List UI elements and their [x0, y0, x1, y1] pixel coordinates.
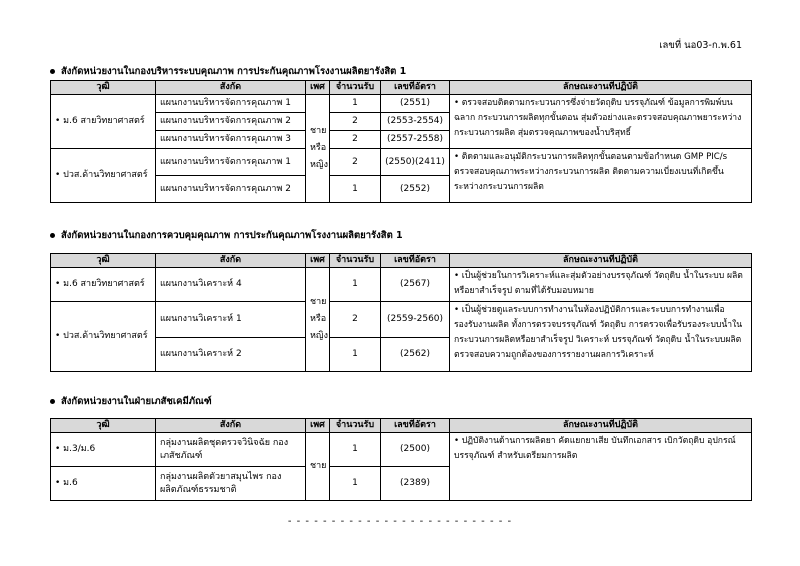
header-duty: ลักษณะงานที่ปฏิบัติ	[450, 81, 752, 95]
count-cell: 1	[330, 433, 381, 467]
post-cell: (2559-2560)	[381, 302, 450, 338]
section-title-1: สังกัดหน่วยงานในกองบริหารระบบคุณภาพ การประกันคุณภาพโรงงานผลิตยารังสิต 1	[50, 64, 406, 79]
unit-cell: แผนกงานบริหารจัดการคุณภาพ 3	[156, 131, 306, 149]
qual-cell: • ม.6 สายวิทยาศาสตร์	[51, 268, 156, 302]
unit-cell: แผนกงานวิเคราะห์ 1	[156, 302, 306, 338]
post-cell: (2567)	[381, 268, 450, 302]
unit-cell: แผนกงานบริหารจัดการคุณภาพ 1	[156, 149, 306, 176]
section-title-3: สังกัดหน่วยงานในฝ่ายเภสัชเคมีภัณฑ์	[50, 394, 212, 409]
section-title-2: สังกัดหน่วยงานในกองการควบคุมคุณภาพ การประกันคุณภาพโรงงานผลิตยารังสิต 1	[50, 228, 403, 243]
count-cell: 2	[330, 149, 381, 176]
qual-cell: • ปวส.ด้านวิทยาศาสตร์	[51, 302, 156, 372]
count-cell: 1	[330, 467, 381, 501]
header-duty: ลักษณะงานที่ปฏิบัติ	[450, 254, 752, 268]
bullet-icon	[50, 69, 55, 74]
bullet-icon	[50, 399, 55, 404]
count-cell: 1	[330, 176, 381, 203]
count-cell: 1	[330, 338, 381, 372]
table-section-1	[50, 80, 752, 203]
duty-cell: • ตรวจสอบติดตามกระบวนการซึ่งจ่ายวัตถุดิบ บรรจุภัณฑ์ ข้อมูลการพิมพ์บนฉลาก กระบวนการผลิตทุกขั้นตอน สุ่มตัวอย่างและตรวจสอบคุณภาพยาระหว่างกระบวนการผลิต สุ่มตรวจคุณภาพของน้ำบริสุทธิ์	[450, 95, 752, 149]
document-number: เลขที่ นอ03-ก.พ.61	[659, 40, 742, 51]
table-section-3	[50, 418, 752, 501]
unit-cell: กลุ่มงานผลิตชุดตรวจวินิจฉัย กองเภสัชภัณฑ์	[156, 433, 306, 467]
post-cell: (2557-2558)	[381, 131, 450, 149]
header-count: จำนวนรับ	[330, 81, 381, 95]
count-cell: 1	[330, 268, 381, 302]
post-cell: (2389)	[381, 467, 450, 501]
qual-cell: • ม.6 สายวิทยาศาสตร์	[51, 95, 156, 149]
duty-cell: • เป็นผู้ช่วยในการวิเคราะห์และสุ่มตัวอย่างบรรจุภัณฑ์ วัตถุดิบ น้ำในระบบ ผลิตหรือยาสำเร็จรูป ตามที่ได้รับมอบหมาย	[450, 268, 752, 302]
header-unit: สังกัด	[156, 419, 306, 433]
header-post: เลขที่อัตรา	[381, 419, 450, 433]
header-count: จำนวนรับ	[330, 254, 381, 268]
sex-cell: ชาย หรือ หญิง	[306, 95, 330, 203]
header-qual: วุฒิ	[51, 254, 156, 268]
table-header-row	[51, 419, 752, 433]
post-cell: (2552)	[381, 176, 450, 203]
table-row	[51, 433, 752, 467]
unit-cell: แผนกงานวิเคราะห์ 4	[156, 268, 306, 302]
count-cell: 2	[330, 113, 381, 131]
table-header-row	[51, 81, 752, 95]
bullet-icon	[50, 233, 55, 238]
header-duty: ลักษณะงานที่ปฏิบัติ	[450, 419, 752, 433]
header-sex: เพศ	[306, 419, 330, 433]
duty-cell: • เป็นผู้ช่วยดูแลระบบการทำงานในห้องปฏิบัติการและระบบการทำงานเพื่อรองรับงานผลิต ทั้งการตรวจบรรจุภัณฑ์ วัตถุดิบ การตรวจเพื่อรับรองระบบน้ำในกระบวนการผลิตหรือยาสำเร็จรูป วิเคราะห์ บรรจุภัณฑ์ วัตถุดิบ น้ำในระบบผลิต ตรวจสอบความถูกต้องของการรายงานผลการวิเคราะห์	[450, 302, 752, 372]
unit-cell: แผนกงานบริหารจัดการคุณภาพ 2	[156, 113, 306, 131]
table-row	[51, 268, 752, 302]
header-count: จำนวนรับ	[330, 419, 381, 433]
count-cell: 2	[330, 131, 381, 149]
table-section-2	[50, 253, 752, 372]
post-cell: (2551)	[381, 95, 450, 113]
sex-cell: ชาย หรือ หญิง	[306, 268, 330, 372]
header-unit: สังกัด	[156, 81, 306, 95]
unit-cell: แผนกงานบริหารจัดการคุณภาพ 1	[156, 95, 306, 113]
post-cell: (2500)	[381, 433, 450, 467]
table-row	[51, 149, 752, 176]
unit-cell: กลุ่มงานผลิตตัวยาสมุนไพร กองผลิตภัณฑ์ธรรมชาติ	[156, 467, 306, 501]
unit-cell: แผนกงานวิเคราะห์ 2	[156, 338, 306, 372]
header-post: เลขที่อัตรา	[381, 81, 450, 95]
sex-cell: ชาย	[306, 433, 330, 501]
duty-cell: • ปฏิบัติงานด้านการผลิตยา คัดแยกยาเสีย บันทึกเอกสาร เบิกวัตถุดิบ อุปกรณ์ บรรจุภัณฑ์ สำหรับเตรียมการผลิต	[450, 433, 752, 501]
post-cell: (2550)(2411)	[381, 149, 450, 176]
header-sex: เพศ	[306, 254, 330, 268]
duty-cell: • ติดตามและอนุมัติกระบวนการผลิตทุกขั้นตอนตามข้อกำหนด GMP PIC/s ตรวจสอบคุณภาพระหว่างกระบวนการผลิต ติดตามความเบี่ยงเบนที่เกิดขึ้น ระหว่างกระบวนการผลิต	[450, 149, 752, 203]
post-cell: (2553-2554)	[381, 113, 450, 131]
table-header-row	[51, 254, 752, 268]
unit-cell: แผนกงานบริหารจัดการคุณภาพ 2	[156, 176, 306, 203]
header-qual: วุฒิ	[51, 419, 156, 433]
header-post: เลขที่อัตรา	[381, 254, 450, 268]
qual-cell: • ปวส.ด้านวิทยาศาสตร์	[51, 149, 156, 203]
table-row	[51, 95, 752, 113]
footer-separator: - - - - - - - - - - - - - - - - - - - - - - - - - -	[287, 516, 513, 527]
count-cell: 1	[330, 95, 381, 113]
table-row	[51, 302, 752, 338]
post-cell: (2562)	[381, 338, 450, 372]
header-qual: วุฒิ	[51, 81, 156, 95]
header-sex: เพศ	[306, 81, 330, 95]
header-unit: สังกัด	[156, 254, 306, 268]
qual-cell: • ม.6	[51, 467, 156, 501]
count-cell: 2	[330, 302, 381, 338]
qual-cell: • ม.3/ม.6	[51, 433, 156, 467]
